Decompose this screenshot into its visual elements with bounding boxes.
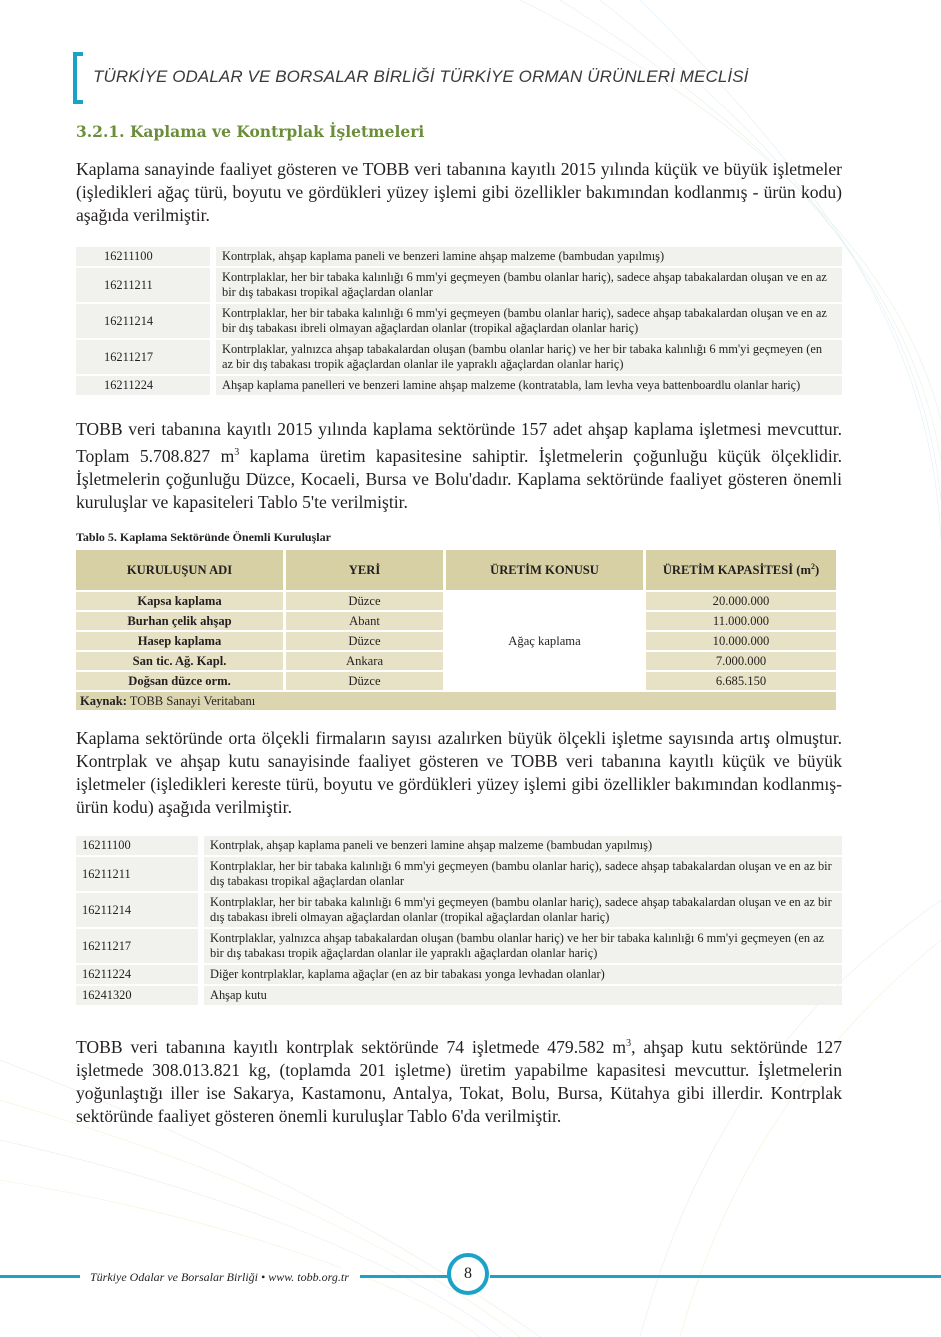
table-source: Kaynak: TOBB Sanayi Veritabanı [76, 692, 836, 710]
product-description: Kontrplaklar, yalnızca ahşap tabakalardan oluşan (bambu olanlar hariç) ve her bir tabaka kalınlığı 6 mm'yi geçmeyen (en az bir dış tabakası tropik ağaçlardan olanlar ile yapraklı ağaçlardan olanlar hariç) [216, 340, 842, 374]
table-row [76, 592, 836, 610]
company-name: Doğsan düzce orm. [76, 672, 283, 690]
company-name: San tic. Ağ. Kapl. [76, 652, 283, 670]
product-code-table-2 [76, 834, 842, 1007]
paragraph-text: , ahşap kutu sektöründe 127 işletmede 308.013.821 kg, (toplamda 201 işletme) üretim yapabilme kapasitesi mevcuttur. İşletmelerin yoğunlaştığı iller ise Sakarya, Kastamonu, Antalya, Tokat, Bolu, Bursa, Kütahya gibi illerdir. Kontrplak sektöründe faaliyet gösteren önemli kuruluşlar Tablo 6'da verilmiştir. [76, 1036, 842, 1126]
product-description: Kontrplaklar, her bir tabaka kalınlığı 6 mm'yi geçmeyen (bambu olanlar hariç), sadece ahşap tabakalardan oluşan ve en az bir dış tabakası tropikal ağaçlardan olanlar [204, 857, 842, 891]
product-description: Kontrplaklar, her bir tabaka kalınlığı 6 mm'yi geçmeyen (bambu olanlar hariç), sadece ahşap tabakalardan oluşan ve en az bir dış tabakası ibreli olmayan ağaçlardan olanlar (tropikal ağaçlardan olanlar hariç) [204, 893, 842, 927]
company-name: Hasep kaplama [76, 632, 283, 650]
column-header: ÜRETİM KAPASİTESİ $(m^2)$ [646, 550, 836, 590]
header-bracket [73, 52, 83, 104]
company-place: Ankara [286, 652, 443, 670]
product-code: 16211217 [76, 929, 198, 963]
product-code: 16211211 [76, 857, 198, 891]
table-row [76, 986, 842, 1005]
paragraph-text: kaplama üretim kapasitesine sahiptir. İşletmelerin çoğunluğu küçük ölçeklidir. İşletmelerin çoğunluğu Düzce, Kocaeli, Bursa ve Bolu'dadır. Kaplama sektöründe faaliyet gösteren önemli kuruluşlar ve kapasiteleri Tablo 5'te verilmiştir. [76, 445, 842, 512]
company-place: Düzce [286, 592, 443, 610]
table-row [76, 340, 842, 374]
company-name: Kapsa kaplama [76, 592, 283, 610]
product-code-table-1 [76, 245, 842, 397]
product-code: 16211100 [76, 247, 210, 266]
production-capacity: 7.000.000 [646, 652, 836, 670]
section-title: 3.2.1. Kaplama ve Kontrplak İşletmeleri [76, 122, 425, 141]
table-5-caption: Tablo 5. Kaplama Sektöründe Önemli Kuruluşlar [76, 530, 331, 544]
footer-rule-right [490, 1275, 941, 1278]
footer-text: Türkiye Odalar ve Borsalar Birliği • www. tobb.org.tr [90, 1270, 349, 1284]
company-place: Düzce [286, 672, 443, 690]
superscript: 3 [626, 1038, 632, 1049]
paragraph-plywood-intro: Kaplama sektöründe orta ölçekli firmaların sayısı azalırken büyük ölçekli işletme sayısında artış olmuştur. Kontrplak ve ahşap kutu sanayisinde faaliyet gösteren ve TOBB veri tabanına kayıtlı küçük ve büyük işletmeler (işledikleri kereste türü, boyutu ve gördükleri yüzey işlemi gibi özellikler bakımından kodlanmış-ürün kodu) aşağıda verilmiştir. [76, 728, 842, 817]
table-row [76, 857, 842, 891]
table-row [76, 893, 842, 927]
column-header: YERİ [286, 550, 443, 590]
paragraph-intro: Kaplama sanayinde faaliyet gösteren ve TOBB veri tabanına kayıtlı 2015 yılında küçük ve büyük işletmeler (işledikleri ağaç türü, boyutu ve gördükleri yüzey işlemi gibi özellikler bakımından kodlanmış - ürün kodu) aşağıda verilmiştir. [76, 159, 842, 225]
product-description: Ahşap kaplama panelleri ve benzeri lamine ahşap malzeme (kontratabla, lam levha veya battenboardlu olanlar hariç) [216, 376, 842, 395]
production-capacity: 11.000.000 [646, 612, 836, 630]
product-description: Kontrplak, ahşap kaplama paneli ve benzeri lamine ahşap malzeme (bambudan yapılmış) [216, 247, 842, 266]
table-5 [73, 548, 839, 712]
product-description: Kontrplak, ahşap kaplama paneli ve benzeri lamine ahşap malzeme (bambudan yapılmış) [204, 836, 842, 855]
table-source-row [76, 692, 836, 710]
superscript: 3 [234, 447, 240, 458]
product-description: Ahşap kutu [204, 986, 842, 1005]
product-code: 16241320 [76, 986, 198, 1005]
paragraph-text: TOBB veri tabanına kayıtlı kontrplak sektöründe 74 işletmede 479.582 m [76, 1036, 627, 1057]
table-row [76, 965, 842, 984]
header-title: TÜRKİYE ODALAR VE BORSALAR BİRLİĞİ TÜRKİYE ORMAN ÜRÜNLERİ MECLİSİ [93, 67, 749, 86]
table-header-row [76, 550, 836, 590]
paragraph-text: TOBB veri tabanına kayıtlı 2015 yılında kaplama sektöründe 157 adet ahşap kaplama işletmesi mevcuttur. Toplam 5.708.827 m [76, 419, 842, 466]
product-code: 16211224 [76, 965, 198, 984]
company-place: Düzce [286, 632, 443, 650]
page-number: 8 [447, 1253, 489, 1295]
company-name: Burhan çelik ahşap [76, 612, 283, 630]
product-code: 16211100 [76, 836, 198, 855]
product-code: 16211214 [76, 893, 198, 927]
paragraph-plywood-sector [76, 1032, 842, 1128]
table-row [76, 247, 842, 266]
table-row [76, 304, 842, 338]
product-description: Kontrplaklar, her bir tabaka kalınlığı 6 mm'yi geçmeyen (bambu olanlar hariç), sadece ahşap tabakalardan oluşan ve en az bir dış tabakası tropikal ağaçlardan olanlar [216, 268, 842, 302]
product-code: 16211211 [76, 268, 210, 302]
production-capacity: 20.000.000 [646, 592, 836, 610]
column-header: ÜRETİM KONUSU [446, 550, 643, 590]
product-code: 16211224 [76, 376, 210, 395]
production-subject: Ağaç kaplama [446, 592, 643, 690]
production-capacity: 6.685.150 [646, 672, 836, 690]
production-capacity: 10.000.000 [646, 632, 836, 650]
table-row [76, 268, 842, 302]
product-description: Kontrplaklar, her bir tabaka kalınlığı 6 mm'yi geçmeyen (bambu olanlar hariç), sadece ahşap tabakalardan oluşan ve en az bir dış tabakası ibreli olmayan ağaçlardan olanlar (tropikal ağaçlardan olanlar hariç) [216, 304, 842, 338]
product-code: 16211214 [76, 304, 210, 338]
paragraph-veneer-sector [76, 418, 842, 514]
column-header: KURULUŞUN ADI [76, 550, 283, 590]
company-place: Abant [286, 612, 443, 630]
product-description: Kontrplaklar, yalnızca ahşap tabakalardan oluşan (bambu olanlar hariç) ve her bir tabaka kalınlığı 6 mm'yi geçmeyen (en az bir dış tabakası tropik ağaçlardan olanlar ile yapraklı ağaçlardan olanlar hariç) [204, 929, 842, 963]
table-row [76, 376, 842, 395]
product-code: 16211217 [76, 340, 210, 374]
table-row [76, 929, 842, 963]
table-row [76, 836, 842, 855]
product-description: Diğer kontrplaklar, kaplama ağaçlar (en az bir tabakası yonga levhadan olanlar) [204, 965, 842, 984]
